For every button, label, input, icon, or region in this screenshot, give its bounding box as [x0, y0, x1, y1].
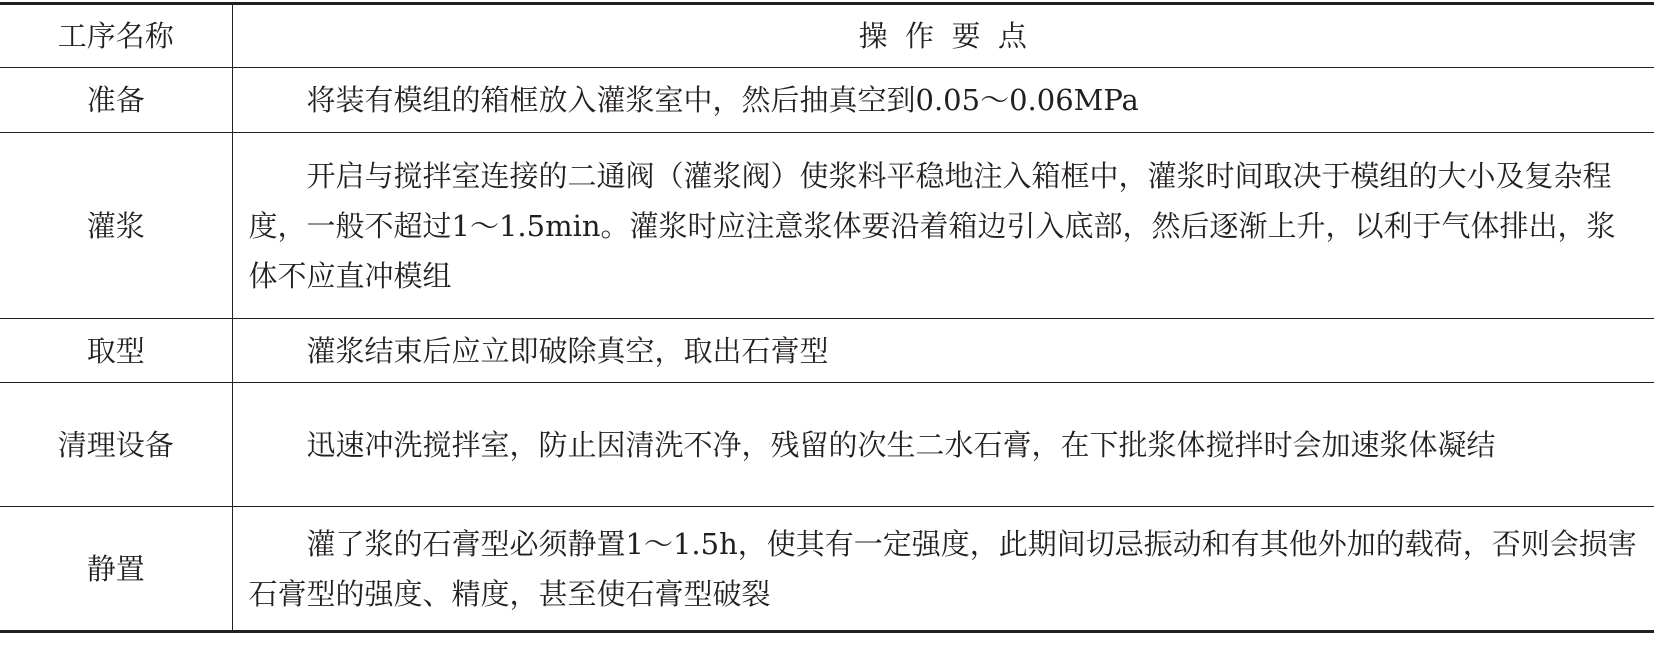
table-row	[0, 133, 1654, 319]
process-name-cell: 取型	[0, 319, 232, 383]
table-row	[0, 507, 1654, 632]
table-row	[0, 68, 1654, 133]
table-row	[0, 319, 1654, 383]
table-row	[0, 383, 1654, 507]
process-name-cell: 准备	[0, 68, 232, 133]
process-table	[0, 2, 1654, 633]
key-points-cell: 开启与搅拌室连接的二通阀（灌浆阀）使浆料平稳地注入箱框中，灌浆时间取决于模组的大小及复杂程度，一般不超过1～1.5min。灌浆时应注意浆体要沿着箱边引入底部，然后逐渐上升，以利于气体排出，浆体不应直冲模组	[232, 133, 1654, 319]
process-name-cell: 灌浆	[0, 133, 232, 319]
key-points-cell: 将装有模组的箱框放入灌浆室中，然后抽真空到0.05～0.06MPa	[232, 68, 1654, 133]
header-process-name: 工序名称	[0, 4, 232, 68]
key-points-cell: 灌浆结束后应立即破除真空，取出石膏型	[232, 319, 1654, 383]
key-points-cell: 迅速冲洗搅拌室，防止因清洗不净，残留的次生二水石膏，在下批浆体搅拌时会加速浆体凝结	[232, 383, 1654, 507]
table-header-row	[0, 4, 1654, 68]
header-key-points: 操作要点	[232, 4, 1654, 68]
process-name-cell: 清理设备	[0, 383, 232, 507]
process-table-container	[0, 2, 1654, 633]
process-name-cell: 静置	[0, 507, 232, 632]
key-points-cell: 灌了浆的石膏型必须静置1～1.5h，使其有一定强度，此期间切忌振动和有其他外加的载荷，否则会损害石膏型的强度、精度，甚至使石膏型破裂	[232, 507, 1654, 632]
